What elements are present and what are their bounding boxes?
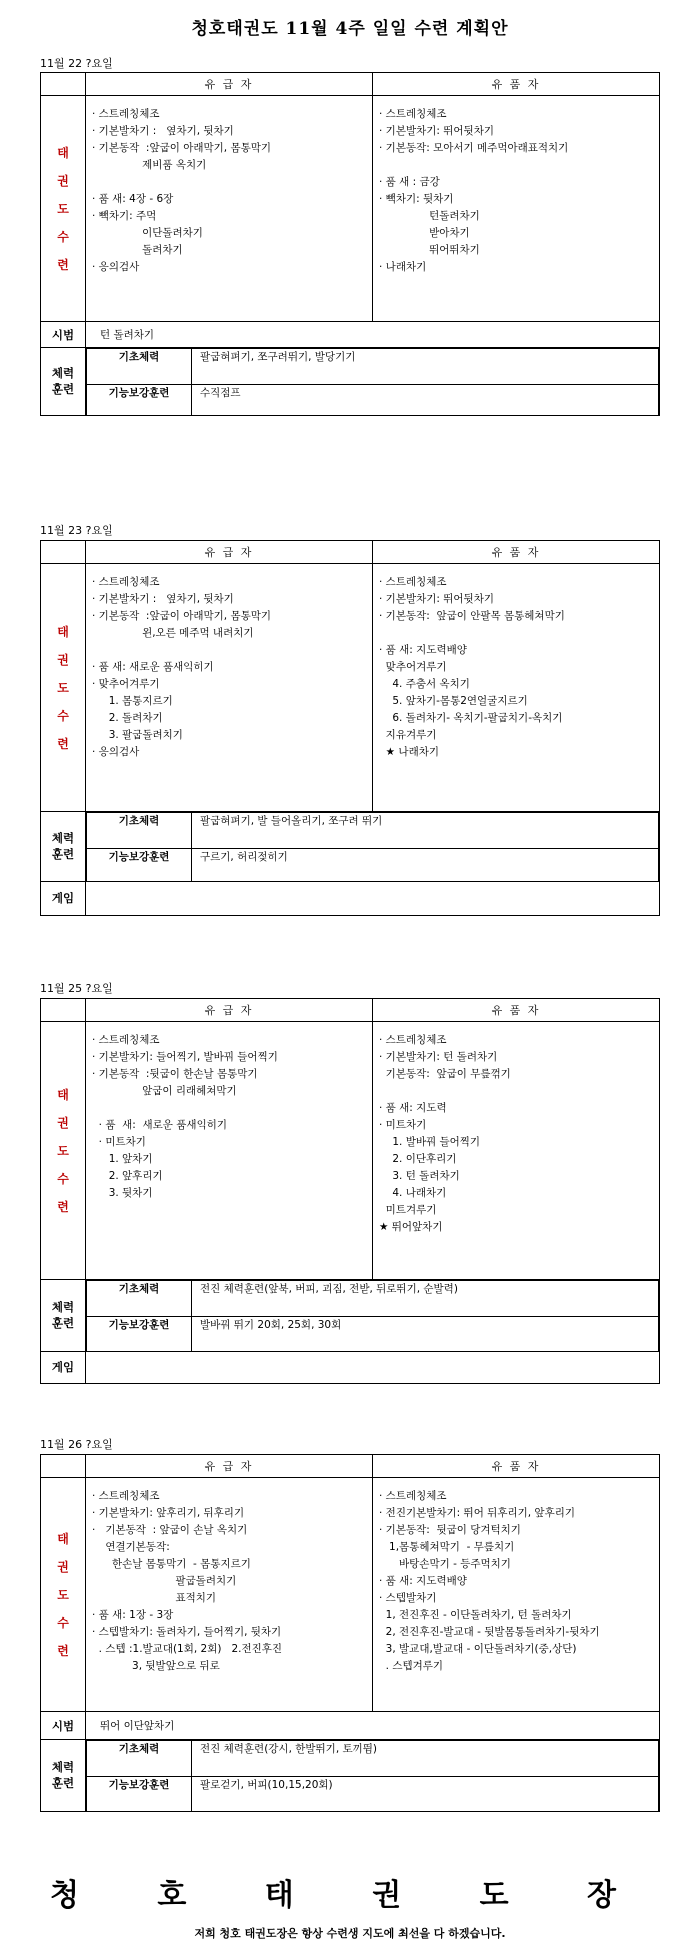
function-training-content: 발바꿔 뛰기 20회, 25회, 30회 (192, 1317, 659, 1351)
basic-fitness-label: 기초체력 (87, 1741, 192, 1777)
demo-label: 시범 (41, 322, 86, 348)
function-training-content: 수직점프 (192, 385, 659, 415)
day-date: 11월 22 ?요일 (40, 57, 113, 70)
function-training-content: 팔로걷기, 버피(10,15,20회) (192, 1777, 659, 1811)
basic-fitness-content: 팔굽혀펴기, 발 들어올리기, 쪼구려 뛰기 (192, 813, 659, 849)
dan-training-content: · 스트레칭체조 · 기본발차기: 뛰어뒷차기 · 기본동작: 모아서기 메주먹아래표적치기 · 품 새 : 금강 · 빽차기: 뒷차기 턴돌려차기 받아차기 뛰어뛰차기 · 나래차기 (373, 96, 660, 322)
game-content (86, 881, 660, 915)
day-date: 11월 26 ?요일 (40, 1438, 113, 1451)
kyu-header: 유 급 자 (86, 999, 373, 1022)
day-plan-table (40, 72, 660, 416)
game-content (86, 1351, 660, 1383)
kyu-header: 유 급 자 (86, 541, 373, 564)
function-training-label: 기능보강훈련 (87, 849, 192, 881)
dan-header: 유 품 자 (373, 73, 660, 96)
dan-header: 유 품 자 (373, 999, 660, 1022)
demo-content: 뛰어 이단앞차기 (86, 1712, 660, 1740)
basic-fitness-content: 전진 체력훈련(앞북, 버피, 괴짐, 전받, 뒤로뛰기, 순발력) (192, 1281, 659, 1317)
day-date: 11월 25 ?요일 (40, 982, 113, 995)
demo-content: 턴 돌려차기 (86, 322, 660, 348)
kyu-training-content: · 스트레칭체조 · 기본발차기: 앞후리기, 뒤후리기 · 기본동작 : 앞굽이 손날 옥치기 연결기본동작: 한손날 몸통막기 - 몸통지르기 팔굽돌려치기 표적치기 · 품 새: 1장 - 3장 · 스텝발차기: 돌려차기, 들어찍기, 뒷차기 . 스텝 :1.발교대(1회, 2회) 2.전진후진 3, 뒷발앞으로 뒤로 (86, 1478, 373, 1712)
basic-fitness-label: 기초체력 (87, 1281, 192, 1317)
dan-training-content: · 스트레칭체조 · 전진기본발차기: 뛰어 뒤후리기, 앞후리기 · 기본동작: 뒷굽이 당겨턱치기 1,몸통헤쳐막기 - 무릎치기 바탕손막기 - 등주먹치기 · 품 새: 지도력배양 · 스텝발차기 1, 전진후진 - 이단돌려차기, 턴 돌려차기 2, 전진후진-발교대 - 뒷발몸통돌려차기-뒷차기 3, 발교대,발교대 - 이단돌려차기(중,상단) . 스텝겨루기 (373, 1478, 660, 1712)
kyu-training-content: · 스트레칭체조 · 기본발차기 : 옆차기, 뒷차기 · 기본동작 :앞굽이 아래막기, 몸통막기 왼,오른 메주먹 내려치기 · 품 새: 새로운 품새익히기 · 맞추어겨루기 1. 몸통지르기 2. 돌려차기 3. 팔굽돌려치기 · 응의검사 (86, 564, 373, 812)
game-label: 게임 (41, 1351, 86, 1383)
fitness-label: 체력 훈련 (41, 1740, 86, 1812)
document-title: 청호태권도 11월 4주 일일 수련 계획안 (191, 19, 509, 39)
fitness-label: 체력 훈련 (41, 812, 86, 882)
day-plan-table (40, 540, 660, 916)
taekwondo-training-label: 태 권 도 수 련 (41, 96, 86, 322)
day-plan-table (40, 1454, 660, 1812)
dan-training-content: · 스트레칭체조 · 기본발차기: 뛰어뒷차기 · 기본동작: 앞굽이 안팔목 몸통헤쳐막기 · 품 새: 지도력배양 맞추어겨루기 4. 주춤서 옥치기 5. 앞차기-몸통2연얼굴지르기 6. 돌려차기- 옥치기-팔굽치기-옥치기 지유겨루기 ★ 나래차기 (373, 564, 660, 812)
dan-header: 유 품 자 (373, 1455, 660, 1478)
fitness-label: 체력 훈련 (41, 1280, 86, 1352)
kyu-training-content: · 스트레칭체조 · 기본발차기: 들어찍기, 발바꿔 들어찍기 · 기본동작 :뒷굽이 한손날 몸통막기 앞굽이 리래헤쳐막기 · 품 새: 새로운 품새익히기 · 미트차기 1. 앞차기 2. 앞후리기 3. 뒷차기 (86, 1022, 373, 1280)
game-label: 게임 (41, 881, 86, 915)
day-date: 11월 23 ?요일 (40, 524, 113, 537)
dan-training-content: · 스트레칭체조 · 기본발차기: 턴 돌려차기 기본동작: 앞굽이 무릎꺾기 · 품 새: 지도력 · 미트차기 1. 발바꿔 들어찍기 2. 이단후리기 3. 턴 돌려차기 4. 나래차기 미트겨루기 ★ 뛰어앞차기 (373, 1022, 660, 1280)
footer-note: 저희 청호 태권도장은 항상 수련생 지도에 최선을 다 하겠습니다. (194, 1927, 506, 1940)
kyu-header: 유 급 자 (86, 73, 373, 96)
dojang-name: 청 호 태 권 도 장 (49, 1878, 651, 1913)
taekwondo-training-label: 태 권 도 수 련 (41, 1478, 86, 1712)
dan-header: 유 품 자 (373, 541, 660, 564)
kyu-header: 유 급 자 (86, 1455, 373, 1478)
fitness-label: 체력 훈련 (41, 348, 86, 416)
basic-fitness-label: 기초체력 (87, 813, 192, 849)
function-training-label: 기능보강훈련 (87, 385, 192, 415)
taekwondo-training-label: 태 권 도 수 련 (41, 564, 86, 812)
function-training-label: 기능보강훈련 (87, 1777, 192, 1811)
basic-fitness-label: 기초체력 (87, 349, 192, 385)
demo-label: 시범 (41, 1712, 86, 1740)
function-training-content: 구르기, 허리젖히기 (192, 849, 659, 881)
taekwondo-training-label: 태 권 도 수 련 (41, 1022, 86, 1280)
function-training-label: 기능보강훈련 (87, 1317, 192, 1351)
basic-fitness-content: 전진 체력훈련(강시, 한발뛰기, 토끼뜀) (192, 1741, 659, 1777)
kyu-training-content: · 스트레칭체조 · 기본발차기 : 옆차기, 뒷차기 · 기본동작 :앞굽이 아래막기, 몸통막기 제비품 옥치기 · 품 새: 4장 - 6장 · 빽차기: 주먹 이단돌려차기 돌려차기 · 응의검사 (86, 96, 373, 322)
basic-fitness-content: 팔굽혀펴기, 쪼구려뛰기, 발당기기 (192, 349, 659, 385)
day-plan-table (40, 998, 660, 1384)
